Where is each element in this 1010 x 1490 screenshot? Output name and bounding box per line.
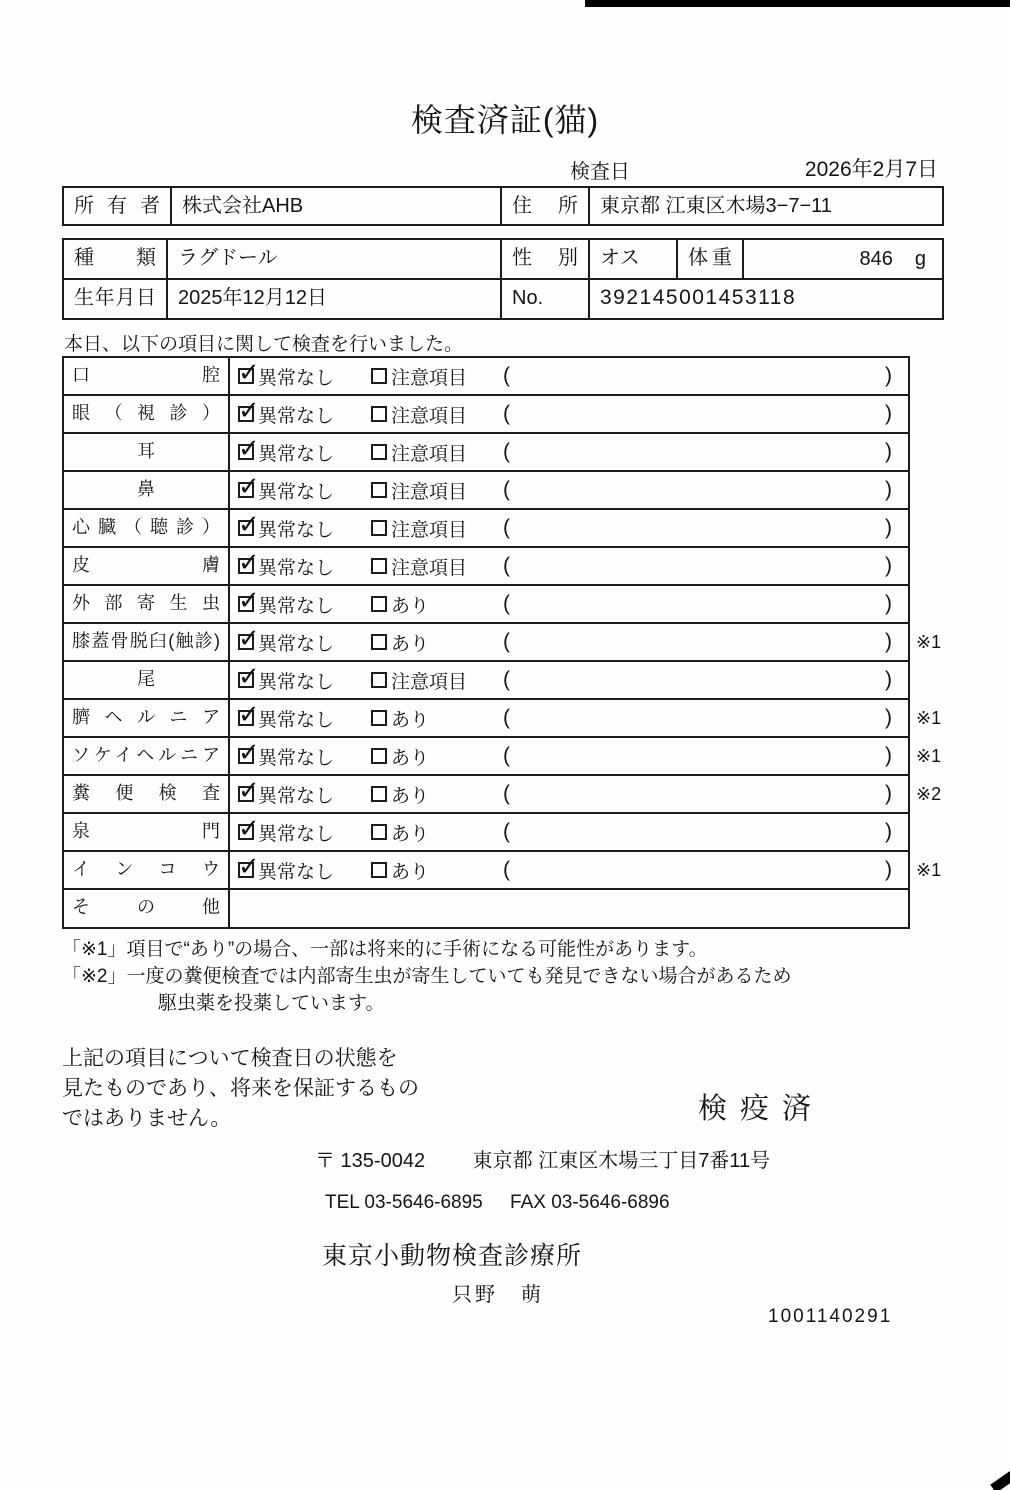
paren-open: (: [503, 858, 510, 881]
exam-row: [64, 624, 942, 662]
clinic-tel: TEL 03-5646-6895: [325, 1192, 483, 1213]
alt-option-group: [371, 553, 503, 580]
paren-open: (: [503, 440, 510, 463]
inspection-date-label: 検査日: [570, 161, 630, 183]
exam-row: [64, 852, 942, 890]
checkbox-no-abnormality[interactable]: [238, 596, 254, 612]
owner-value: 株式会社AHB: [172, 188, 502, 224]
checkbox-alt-option[interactable]: [371, 406, 387, 422]
label-no-abnormality: 異常なし: [258, 633, 335, 655]
label-alt-option: 注意項目: [391, 481, 468, 503]
paren-open: (: [503, 820, 510, 843]
label-alt-option: あり: [391, 785, 430, 807]
checkbox-no-abnormality[interactable]: [238, 862, 254, 878]
paren-close: ): [885, 592, 892, 615]
exam-row: [64, 548, 908, 586]
checkbox-alt-option[interactable]: [371, 444, 387, 460]
footnote-mark: ※1: [916, 746, 942, 766]
clinic-postal-code: 〒 135-0042: [315, 1150, 426, 1172]
exam-result-cell: [230, 358, 908, 394]
label-alt-option: あり: [391, 823, 430, 845]
exam-row: [64, 776, 942, 814]
alt-option-group: [371, 743, 503, 770]
pet-table: [62, 238, 944, 320]
checkbox-no-abnormality[interactable]: [238, 748, 254, 764]
label-no-abnormality: 異常なし: [258, 823, 335, 845]
exam-row: [64, 358, 908, 396]
clinic-address: 東京都 江東区木場三丁目7番11号: [472, 1150, 771, 1172]
exam-result-cell: [230, 548, 908, 584]
paren-open: (: [503, 516, 510, 539]
exam-result-cell: [230, 624, 908, 660]
paren-open: (: [503, 744, 510, 767]
exam-row: [64, 700, 942, 738]
exam-row: [64, 396, 908, 434]
exam-result-cell: [230, 814, 908, 850]
label-alt-option: 注意項目: [391, 557, 468, 579]
exam-table: [62, 356, 942, 929]
no-abnormality-group: [238, 857, 371, 884]
no-abnormality-group: [238, 477, 371, 504]
birth-value: 2025年12月12日: [168, 280, 502, 318]
exam-result-cell: [230, 852, 908, 888]
alt-option-group: [371, 857, 503, 884]
paren-open: (: [503, 630, 510, 653]
alt-option-group: [371, 667, 503, 694]
pet-table-row-1: [64, 240, 942, 280]
exam-result-cell: [230, 700, 908, 736]
label-alt-option: 注意項目: [391, 671, 468, 693]
label-no-abnormality: 異常なし: [258, 481, 335, 503]
exam-item-label: 膝蓋骨脱臼(触診): [64, 624, 230, 660]
no-abnormality-group: [238, 781, 371, 808]
footnote-2-continued: 駆虫薬を投薬しています。: [158, 993, 385, 1014]
weight-value: 846: [859, 248, 893, 270]
alt-option-group: [371, 629, 503, 656]
disclaimer-line-3: ではありません。: [62, 1107, 232, 1130]
label-no-abnormality: 異常なし: [258, 709, 335, 731]
exam-result-cell: [230, 662, 908, 698]
checkbox-alt-option[interactable]: [371, 520, 387, 536]
no-abnormality-group: [238, 401, 371, 428]
checkbox-alt-option[interactable]: [371, 824, 387, 840]
checkbox-alt-option[interactable]: [371, 786, 387, 802]
sex-label: 性別: [502, 240, 590, 278]
exam-item-label: ソケイヘルニア: [64, 738, 230, 774]
paren-close: ): [885, 668, 892, 691]
no-abnormality-group: [238, 743, 371, 770]
alt-option-group: [371, 515, 503, 542]
paren-close: ): [885, 402, 892, 425]
paren-close: ): [885, 630, 892, 653]
exam-result-cell: [230, 510, 908, 546]
exam-row: [64, 586, 908, 624]
alt-option-group: [371, 363, 503, 390]
paren-open: (: [503, 554, 510, 577]
exam-item-label: 尾: [64, 662, 230, 698]
disclaimer-line-1: 上記の項目について検査日の状態を: [62, 1047, 398, 1070]
footnote-mark: ※2: [916, 784, 942, 804]
disclaimer: [62, 1044, 419, 1134]
scan-artifact-corner: [990, 1471, 1010, 1490]
no-abnormality-group: [238, 667, 371, 694]
serial-number: 1001140291: [768, 1306, 893, 1327]
exam-item-label: 耳: [64, 434, 230, 470]
checkbox-no-abnormality[interactable]: [238, 672, 254, 688]
alt-option-group: [371, 781, 503, 808]
exam-result-cell: [230, 890, 908, 927]
no-abnormality-group: [238, 439, 371, 466]
paren-close: ): [885, 554, 892, 577]
alt-option-group: [371, 705, 503, 732]
exam-item-label: 泉門: [64, 814, 230, 850]
birth-label: 生年月日: [64, 280, 168, 318]
paren-open: (: [503, 782, 510, 805]
exam-item-label: 心臓（聴診）: [64, 510, 230, 546]
no-abnormality-group: [238, 819, 371, 846]
checkbox-no-abnormality[interactable]: [238, 824, 254, 840]
checkbox-alt-option[interactable]: [371, 368, 387, 384]
breed-label: 種類: [64, 240, 168, 278]
exam-item-label: 皮膚: [64, 548, 230, 584]
exam-result-cell: [230, 396, 908, 432]
paren-close: ): [885, 782, 892, 805]
footnotes: [62, 936, 792, 1017]
label-alt-option: あり: [391, 709, 430, 731]
footnote-mark: ※1: [916, 632, 942, 652]
inspection-date-value: 2026年2月7日: [804, 158, 938, 181]
disclaimer-line-2: 見たものであり、将来を保証するもの: [62, 1077, 419, 1100]
checkbox-alt-option[interactable]: [371, 558, 387, 574]
paren-open: (: [503, 592, 510, 615]
checkbox-no-abnormality[interactable]: [238, 558, 254, 574]
checkbox-alt-option[interactable]: [371, 672, 387, 688]
checkbox-no-abnormality[interactable]: [238, 520, 254, 536]
checkbox-alt-option[interactable]: [371, 862, 387, 878]
no-abnormality-group: [238, 553, 371, 580]
label-no-abnormality: 異常なし: [258, 861, 335, 883]
sex-value: オス: [590, 240, 678, 278]
no-abnormality-group: [238, 363, 371, 390]
no-label: No.: [502, 280, 590, 318]
label-alt-option: あり: [391, 633, 430, 655]
scan-artifact-top: [585, 0, 1010, 7]
clinic-tel-line: [325, 1192, 670, 1214]
owner-label: 所有者: [64, 188, 172, 224]
breed-value: ラグドール: [168, 240, 502, 278]
exam-result-cell: [230, 776, 908, 812]
clinic-fax: FAX 03-5646-6896: [510, 1192, 670, 1213]
pet-table-row-2: [64, 280, 942, 318]
paren-close: ): [885, 364, 892, 387]
label-alt-option: あり: [391, 747, 430, 769]
exam-item-label: 臍ヘルニア: [64, 700, 230, 736]
paren-close: ): [885, 744, 892, 767]
exam-item-label: 外部寄生虫: [64, 586, 230, 622]
checkbox-alt-option[interactable]: [371, 634, 387, 650]
label-no-abnormality: 異常なし: [258, 367, 335, 389]
checkbox-no-abnormality[interactable]: [238, 444, 254, 460]
weight-label: 体重: [678, 240, 744, 278]
checkbox-alt-option[interactable]: [371, 482, 387, 498]
paren-open: (: [503, 706, 510, 729]
clinic-name: 東京小動物検査診療所: [322, 1242, 583, 1270]
address-label: 住所: [502, 188, 590, 224]
checkbox-no-abnormality[interactable]: [238, 406, 254, 422]
checkbox-no-abnormality[interactable]: [238, 786, 254, 802]
exam-row: [64, 738, 942, 776]
no-abnormality-group: [238, 705, 371, 732]
paren-close: ): [885, 440, 892, 463]
checkbox-no-abnormality[interactable]: [238, 368, 254, 384]
checkbox-alt-option[interactable]: [371, 710, 387, 726]
paren-open: (: [503, 478, 510, 501]
checkbox-no-abnormality[interactable]: [238, 634, 254, 650]
exam-row: [64, 434, 908, 472]
footnote-2: 「※2」一度の糞便検査では内部寄生虫が寄生していても発見できない場合があるため: [62, 966, 792, 987]
quarantine-stamp: 検疫済: [698, 1093, 825, 1125]
exam-intro: 本日、以下の項目に関して検査を行いました。: [64, 334, 464, 355]
checkbox-no-abnormality[interactable]: [238, 482, 254, 498]
exam-result-cell: [230, 738, 908, 774]
owner-table: [62, 186, 944, 226]
label-alt-option: あり: [391, 595, 430, 617]
label-no-abnormality: 異常なし: [258, 519, 335, 541]
exam-item-label: 糞便検査: [64, 776, 230, 812]
label-alt-option: 注意項目: [391, 443, 468, 465]
exam-row: [64, 472, 908, 510]
checkbox-no-abnormality[interactable]: [238, 710, 254, 726]
checkbox-alt-option[interactable]: [371, 748, 387, 764]
footnote-1: 「※1」項目で“あり”の場合、一部は将来的に手術になる可能性があります。: [62, 939, 708, 960]
label-no-abnormality: 異常なし: [258, 785, 335, 807]
no-abnormality-group: [238, 591, 371, 618]
paren-open: (: [503, 364, 510, 387]
exam-result-cell: [230, 586, 908, 622]
label-no-abnormality: 異常なし: [258, 557, 335, 579]
alt-option-group: [371, 439, 503, 466]
no-abnormality-group: [238, 629, 371, 656]
paren-close: ): [885, 858, 892, 881]
page-title: 検査済証(猫): [410, 102, 600, 138]
exam-result-cell: [230, 472, 908, 508]
clinic-address-line: [315, 1144, 770, 1173]
label-no-abnormality: 異常なし: [258, 405, 335, 427]
weight-unit: g: [914, 248, 926, 270]
paren-close: ): [885, 820, 892, 843]
exam-item-label: 眼（視診）: [64, 396, 230, 432]
label-alt-option: 注意項目: [391, 405, 468, 427]
label-no-abnormality: 異常なし: [258, 671, 335, 693]
address-value: 東京都 江東区木場3−7−11: [600, 195, 832, 217]
paren-close: ): [885, 706, 892, 729]
label-no-abnormality: 異常なし: [258, 443, 335, 465]
exam-row: [64, 662, 908, 700]
exam-item-label: インコウ: [64, 852, 230, 888]
label-alt-option: 注意項目: [391, 367, 468, 389]
weight-cell: [744, 240, 942, 278]
exam-item-label: その他: [64, 890, 230, 927]
label-alt-option: 注意項目: [391, 519, 468, 541]
label-no-abnormality: 異常なし: [258, 595, 335, 617]
exam-row: [64, 814, 908, 852]
footnote-mark: ※1: [916, 860, 942, 880]
alt-option-group: [371, 591, 503, 618]
footnote-mark: ※1: [916, 708, 942, 728]
alt-option-group: [371, 477, 503, 504]
paren-open: (: [503, 402, 510, 425]
label-alt-option: あり: [391, 861, 430, 883]
exam-row: [64, 510, 908, 548]
paren-close: ): [885, 516, 892, 539]
alt-option-group: [371, 819, 503, 846]
examiner-name: 只野 萌: [452, 1284, 544, 1306]
checkbox-alt-option[interactable]: [371, 596, 387, 612]
label-no-abnormality: 異常なし: [258, 747, 335, 769]
exam-row: [64, 890, 908, 927]
no-value: 392145001453118: [600, 286, 797, 309]
exam-result-cell: [230, 434, 908, 470]
paren-close: ): [885, 478, 892, 501]
alt-option-group: [371, 401, 503, 428]
exam-item-label: 口腔: [64, 358, 230, 394]
exam-item-label: 鼻: [64, 472, 230, 508]
paren-open: (: [503, 668, 510, 691]
no-abnormality-group: [238, 515, 371, 542]
